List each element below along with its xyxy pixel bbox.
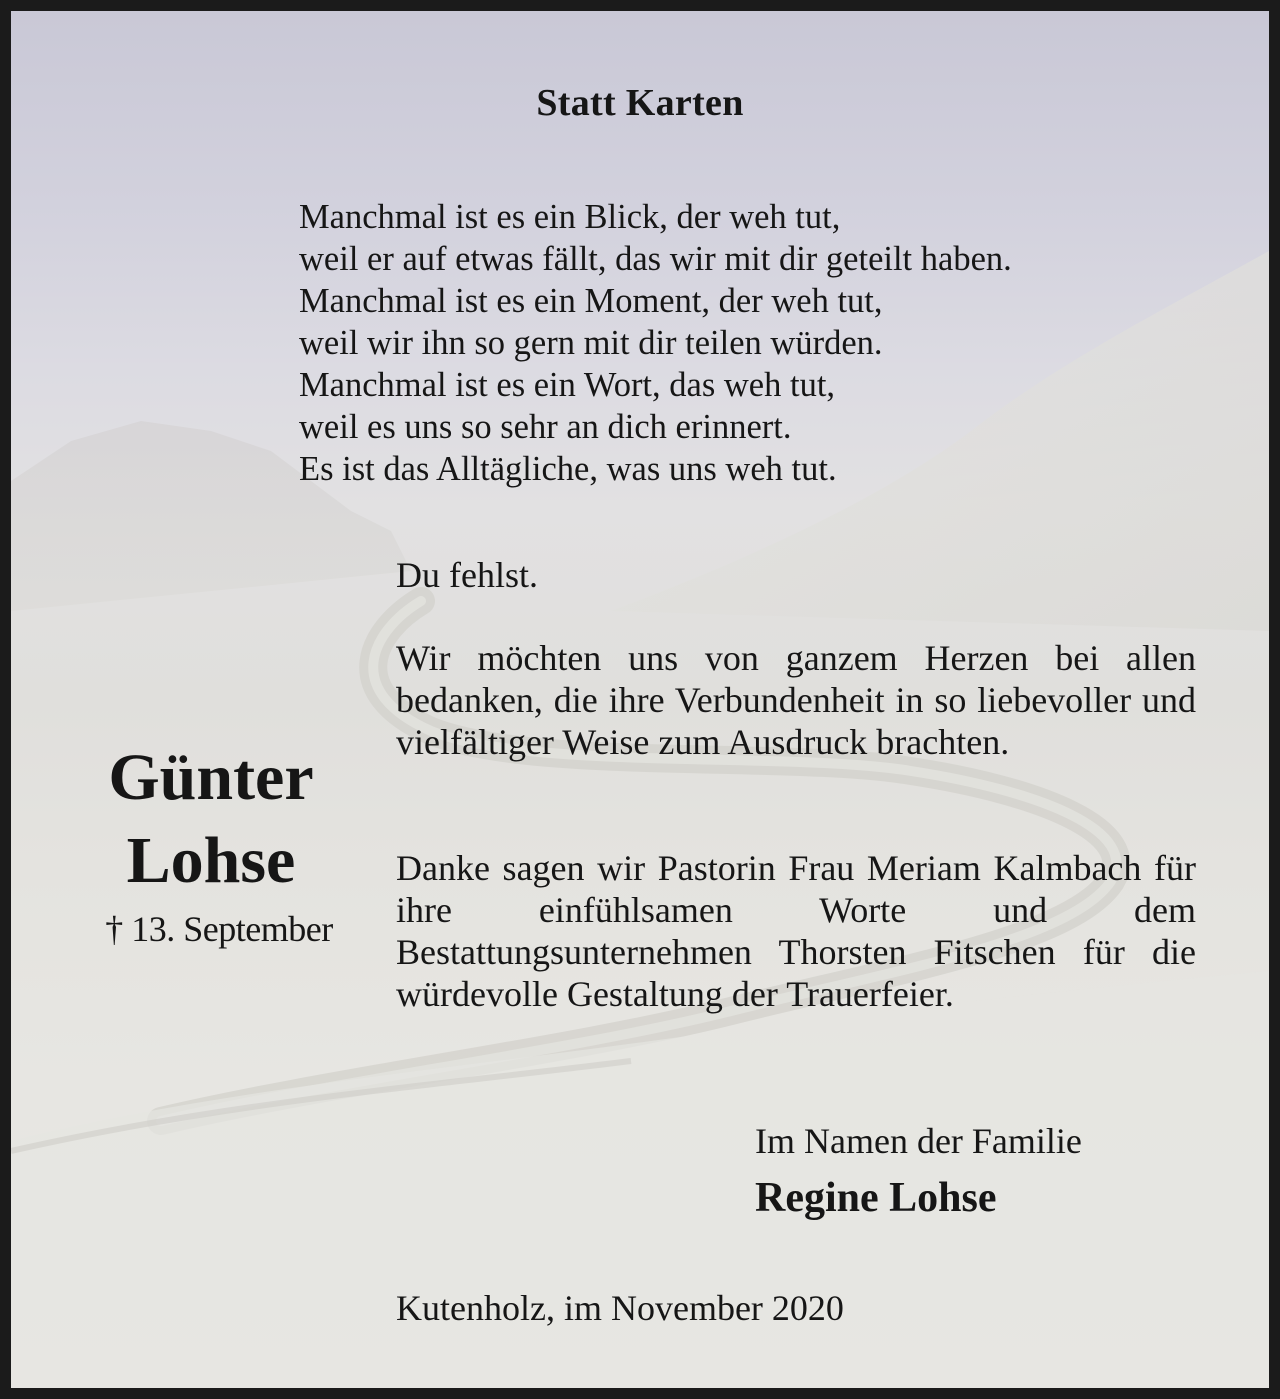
paragraph-you-are-missed: Du fehlst. — [396, 555, 538, 595]
poem-line: weil wir ihn so gern mit dir teilen würden. — [299, 324, 883, 362]
deceased-first-name: Günter — [108, 741, 314, 814]
memorial-poem — [299, 196, 1219, 490]
place-and-date: Kutenholz, im November 2020 — [396, 1288, 844, 1328]
deceased-last-name: Lohse — [126, 824, 296, 897]
poem-line: Es ist das Alltägliche, was uns weh tut. — [299, 450, 837, 488]
poem-line: Manchmal ist es ein Moment, der weh tut, — [299, 282, 883, 320]
poem-line: Manchmal ist es ein Blick, der weh tut, — [299, 198, 841, 236]
signature-intro: Im Namen der Familie — [755, 1121, 1082, 1161]
death-date: † 13. September — [105, 909, 333, 949]
paragraph-thanks-all: Wir möchten uns von ganzem Herzen bei allen bedanken, die ihre Verbundenheit in so liebevoller und vielfältiger Weise zum Ausdruck brachten. — [396, 638, 1196, 762]
signature-name: Regine Lohse — [755, 1175, 997, 1221]
poem-line: weil es uns so sehr an dich erinnert. — [299, 408, 792, 446]
paragraph-thanks-pastor: Danke sagen wir Pastorin Frau Meriam Kalmbach für ihre einfühlsamen Worte und dem Bestattungsunternehmen Thorsten Fitschen für die würdevolle Gestaltung der Trauerfeier. — [396, 848, 1196, 1014]
poem-line: weil er auf etwas fällt, das wir mit dir geteilt haben. — [299, 240, 1012, 278]
notice-heading: Statt Karten — [536, 82, 744, 124]
poem-line: Manchmal ist es ein Wort, das weh tut, — [299, 366, 836, 404]
